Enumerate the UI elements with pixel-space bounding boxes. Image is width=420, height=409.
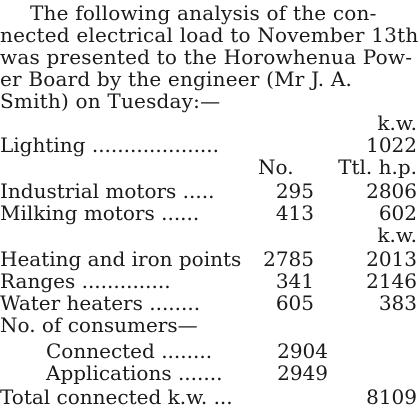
leader-dots: ...... [161,201,200,225]
row-label: Industrial motors [0,179,177,203]
leader-dots: ..... [182,179,215,203]
row-lighting-value: 1022 [366,133,417,157]
row-label: Connected [46,339,155,363]
row-applications-label [46,362,222,384]
intro-line-5: Smith) on Tuesday:— [0,89,221,113]
kw-unit-header: k.w. [377,111,417,135]
row-ranges-no: 341 [275,269,314,293]
row-total-kw-label [0,386,233,408]
intro-line-3: was presented to the Horowhenua Pow- [0,45,413,69]
row-water-heaters-label [0,292,200,314]
row-industrial-motors-total: 2806 [366,179,417,203]
row-connected-value: 2904 [277,339,328,363]
row-industrial-motors-label [0,180,214,202]
row-milking-motors-label [0,202,199,224]
leader-dots: ... [213,385,233,409]
row-label: Applications [46,361,172,385]
row-total-kw-value: 8109 [366,385,417,409]
row-ranges-total: 2146 [366,269,417,293]
row-label: Lighting [0,133,86,157]
row-label: Total connected k.w. [0,385,208,409]
ttl-hp-column-header: Ttl. h.p. [338,155,417,179]
row-consumers-heading: No. of consumers— [0,313,198,337]
row-label: Water heaters [0,291,143,315]
kw-unit-header-2: k.w. [377,223,417,247]
row-heating-no: 2785 [263,247,314,271]
row-water-heaters-no: 605 [275,291,314,315]
no-column-header: No. [258,155,294,179]
leader-dots: ........ [161,339,213,363]
leader-dots: ....... [177,361,223,385]
row-lighting-label [0,134,219,156]
row-heating-total: 2013 [366,247,417,271]
leader-dots: ........ [149,291,201,315]
row-industrial-motors-no: 295 [275,179,314,203]
intro-line-2: nected electrical load to November 13th [0,23,419,47]
intro-line-4: er Board by the engineer (Mr J. A. [0,67,353,91]
leader-dots: .............. [81,269,171,293]
row-ranges-label [0,270,171,292]
row-label: Milking motors [0,201,155,225]
row-heating-label: Heating and iron points [0,247,242,271]
row-connected-label [46,340,212,362]
intro-line-1: The following analysis of the con- [30,1,377,25]
row-milking-motors-total: 602 [378,201,417,225]
row-applications-value: 2949 [277,361,328,385]
row-milking-motors-no: 413 [275,201,314,225]
leader-dots: .................... [91,133,219,157]
row-water-heaters-total: 383 [378,291,417,315]
row-label: Ranges [0,269,76,293]
